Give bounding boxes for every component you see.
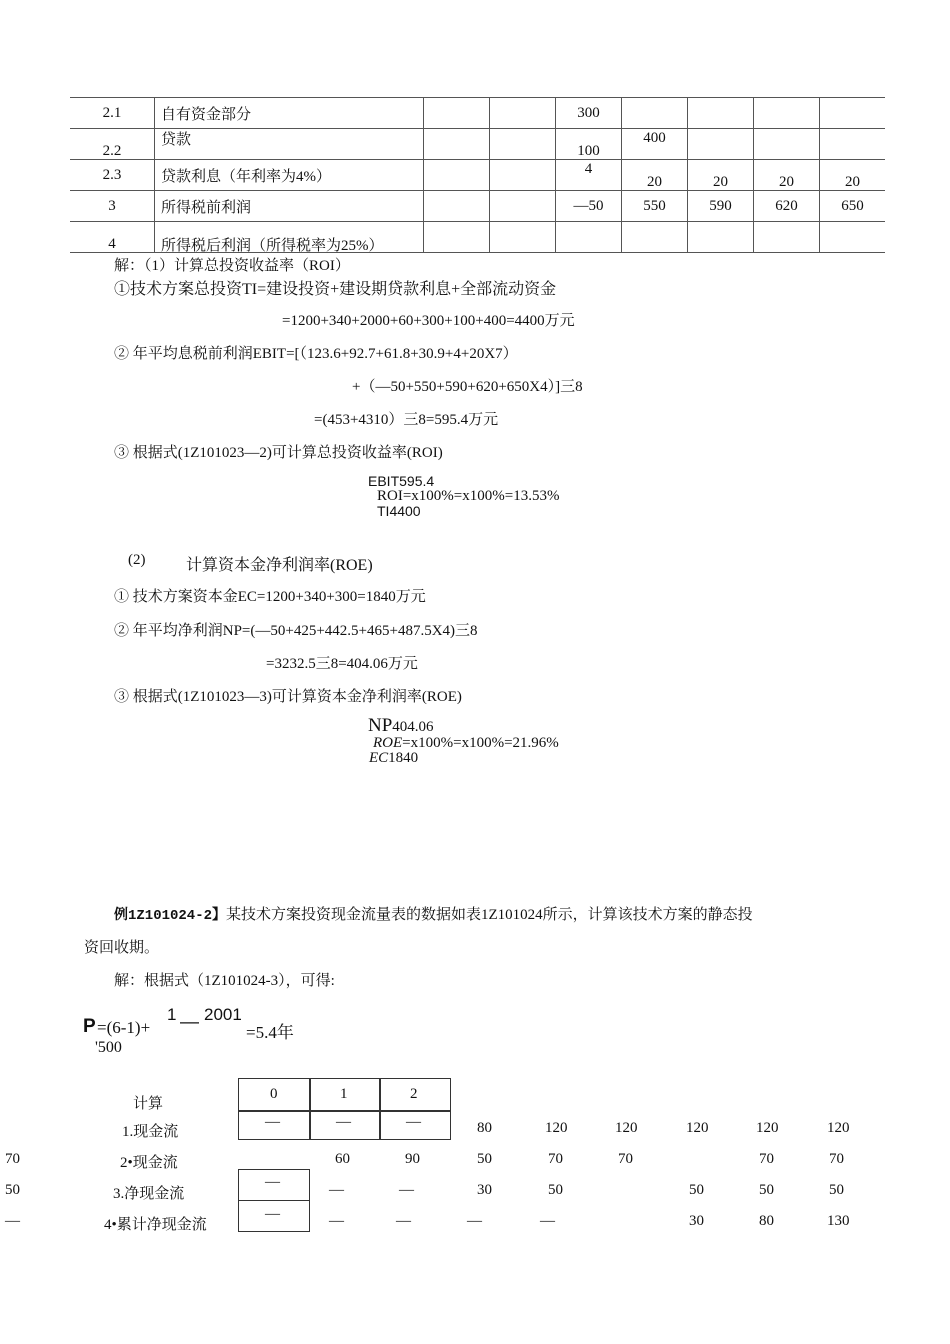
formula-p-500: '500 — [95, 1039, 122, 1056]
row-name: 贷款 — [161, 131, 192, 148]
row-label: 计算 — [133, 1096, 164, 1112]
solution-line: =1200+340+2000+60+300+100+400=4400万元 — [282, 313, 575, 329]
solution-line: =3232.5三8=404.06万元 — [266, 656, 418, 672]
solution-line: ① 技术方案资本金EC=1200+340+300=1840万元 — [114, 589, 426, 605]
solution-heading: 解：（1）计算总投资收益率（ROI） — [114, 258, 350, 274]
row-no: 2.1 — [70, 98, 155, 129]
formula-roi-numerator: EBIT595.4 — [368, 473, 435, 489]
example-solution-intro: 解：根据式（1Z101024-3），可得: — [114, 973, 335, 989]
formula-p-result: =5.4年 — [246, 1023, 294, 1042]
row-label: 3.净现金流 — [113, 1186, 185, 1202]
formula-roi: ROI=x100%=x100%=13.53% — [377, 488, 560, 504]
formula-roe: ROE=x100%=x100%=21.96% — [373, 735, 559, 751]
row-no: 2.3 — [70, 160, 155, 191]
header-cell: 0 — [270, 1086, 278, 1102]
formula-roe-numerator: NP404.06 — [368, 715, 434, 736]
investment-table — [70, 97, 885, 253]
row-label: 2•现金流 — [120, 1155, 178, 1171]
solution-line: ② 年平均净利润NP=(—50+425+442.5+465+487.5X4)三8 — [114, 623, 478, 639]
header-cell: 1 — [340, 1086, 348, 1102]
formula-p-symbol: P — [83, 1016, 96, 1037]
solution-line: =(453+4310）三8=595.4万元 — [314, 412, 499, 428]
row-label: 1.现金流 — [122, 1124, 179, 1140]
formula-roe-denominator: EC1840 — [369, 750, 419, 766]
solution-line: +（—50+550+590+620+650X4）]三8 — [352, 379, 583, 395]
table-row: 3 所得税前利润 —50 550 590 620 650 — [70, 191, 885, 222]
solution-line: ② 年平均息税前利润EBIT=[（123.6+92.7+61.8+30.9+4+20X7） — [114, 346, 518, 362]
formula-p-one: 1 — [167, 1005, 177, 1024]
table-row: 2.3 贷款利息（年利率为4%） 4 20 20 20 20 — [70, 160, 885, 191]
solution-line: ③ 根据式(1Z101023—2)可计算总投资收益率(ROI) — [114, 445, 443, 461]
table-row: 2.1 自有资金部分 300 — [70, 98, 885, 129]
row-name: 所得税前利润 — [155, 191, 424, 222]
row-name: 贷款利息（年利率为4%） — [155, 160, 424, 191]
formula-p-2001: 2001 — [204, 1005, 242, 1024]
row-label: 4•累计净现金流 — [104, 1217, 207, 1233]
section-heading: 计算资本金净利润率(ROE) — [186, 557, 373, 574]
solution-line: ①技术方案总投资TI=建设投资+建设期贷款利息+全部流动资金 — [114, 281, 557, 298]
row-no: 3 — [70, 191, 155, 222]
formula-roi-denominator: TI4400 — [377, 503, 421, 519]
formula-p-dash: — — [180, 1012, 199, 1033]
table-row — [70, 222, 885, 253]
table-row: 2.2 贷款 100 400 — [70, 129, 885, 160]
example-paragraph: 例1Z101024-2】某技术方案投资现金流量表的数据如表1Z101024所示，计算该技术方案的静态投 — [114, 907, 753, 924]
example-paragraph-cont: 资回收期。 — [84, 940, 160, 956]
solution-line: ③ 根据式(1Z101023—3)可计算资本金净利润率(ROE) — [114, 689, 462, 705]
row-no: 2.2 — [102, 142, 122, 159]
cashflow-table: 0 1 2 计算 1.现金流 2•现金流 3.净现金流 4•累计净现金流 — — — 80 120 120 120 120 120 70 60 90 50 70 70 70 70 50 — — — 30 50 50 50 50 — — — — — — 30 80 130 — [0, 1076, 950, 1222]
example-label: 例1Z101024-2】 — [114, 908, 227, 924]
row-no: 4 — [108, 235, 116, 252]
section-number: (2) — [128, 552, 146, 568]
header-cell: 2 — [410, 1086, 418, 1102]
formula-p-eq: =(6-1)+ — [97, 1018, 151, 1037]
row-name: 自有资金部分 — [155, 98, 424, 129]
row-name: 所得税后利润（所得税率为25%） — [161, 237, 384, 254]
